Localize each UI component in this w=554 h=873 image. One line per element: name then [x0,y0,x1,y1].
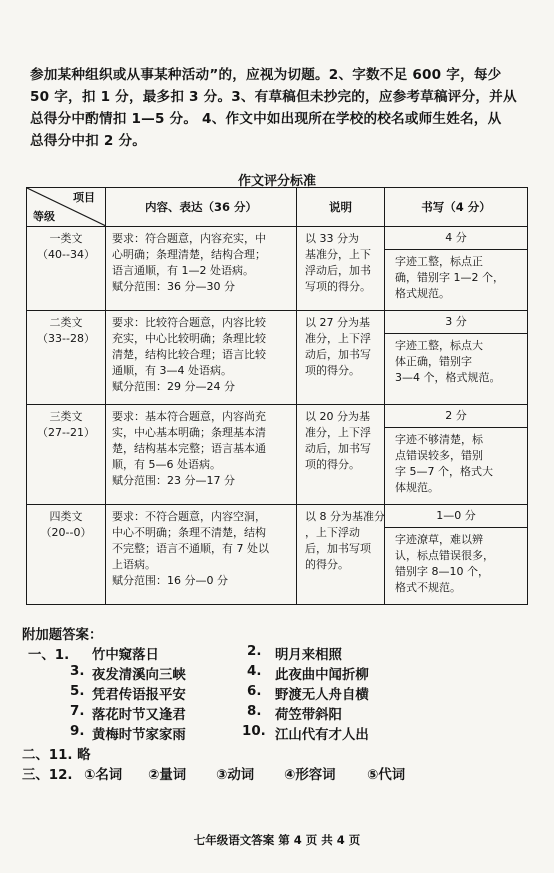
answer-text: 明月来相照 [275,648,342,663]
answer-number: 4. [247,664,262,679]
req-line: 赋分范围：23 分—17 分 [112,474,235,487]
grade-cell [27,405,106,505]
writing-line: 点错误较多，错别 [395,449,483,462]
req-line: 赋分范围：16 分—0 分 [112,574,228,587]
req-line: 清楚，结构比较合理；语言比较 [112,348,266,361]
answer-row [22,764,542,784]
req-line: 赋分范围：36 分—30 分 [112,280,235,293]
header-writing: 书写（4 分） [385,188,528,227]
grade-range: （33--28） [37,332,95,345]
exp-line: 动后，加书写 [305,348,371,361]
writing-line: 字迹工整，标点大 [395,339,483,352]
intro-paragraph [30,64,530,152]
table-row [27,227,528,311]
header-content: 内容、表达（36 分） [106,188,297,227]
requirements-cell [106,505,297,605]
explanation-cell [297,227,385,311]
writing-line: 认，标点错误很多， [395,549,494,562]
grade-cell [27,227,106,311]
req-line: 不完整；语言不通顺，有 7 处以 [112,542,269,555]
writing-score: 1—0 分 [385,505,527,528]
writing-line: 字迹潦草，难以辨 [395,533,483,546]
header-diagonal-cell [27,188,106,227]
answer-number: 8. [247,704,262,719]
req-line: 上语病。 [112,558,156,571]
intro-line: 参加某种组织或从事某种活动”的，应视为切题。2、字数不足 600 字，每少 [30,67,502,83]
answer-text: 此夜曲中闻折柳 [275,668,369,683]
exp-line: 项的得分。 [305,458,360,471]
exp-line: 浮动后，加书 [305,264,371,277]
answer-text: 竹中窥落日 [92,648,159,663]
answer-text: 黄梅时节家家雨 [92,728,186,743]
answer-number: 9. [70,724,85,739]
answer-row [22,684,542,704]
answer-label: 一、1. [28,648,70,663]
req-line: 赋分范围：29 分—24 分 [112,380,235,393]
answer-text: 凭君传语报平安 [92,688,186,703]
exp-line: 写项的得分。 [305,280,371,293]
answer-choice: ③动词 [216,768,255,783]
explanation-cell [297,505,385,605]
answer-row [22,744,542,764]
grade-name: 二类文 [49,316,83,329]
writing-line: 确，错别字 1—2 个， [395,271,504,284]
grade-cell [27,311,106,405]
answer-choice: ①名词 [84,768,123,783]
req-line: 要求：不符合题意，内容空洞， [112,510,266,523]
exp-line: ，上下浮动 [305,526,360,539]
exp-line: 项的得分。 [305,364,360,377]
writing-score: 4 分 [385,227,527,250]
grade-name: 四类文 [49,510,83,523]
answer-number: 5. [70,684,85,699]
writing-line: 体正确，错别字 [395,355,472,368]
table-header-row [27,188,528,227]
answer-text: 江山代有才人出 [275,728,369,743]
exp-line: 准分，上下浮 [305,332,371,345]
writing-line: 字迹工整，标点正 [395,255,483,268]
writing-line: 错别字 8—10 个， [395,565,489,578]
rubric-title: 作文评分标准 [237,174,316,189]
answer-number: 7. [70,704,85,719]
exp-line: 动后，加书写 [305,442,371,455]
answer-number: 10. [242,724,266,739]
answer-row [22,704,542,724]
answer-row [22,644,542,664]
req-line: 楚，结构基本完整；语言基本通 [112,442,266,455]
answer-text: 荷笠带斜阳 [275,708,342,723]
header-item: 项目 [73,191,95,204]
answer-choice: ④形容词 [284,768,336,783]
exp-line: 准分，上下浮 [305,426,371,439]
writing-cell [385,311,528,405]
exp-line: 后，加书写项 [305,542,371,555]
answer-choice: ②量词 [148,768,187,783]
req-line: 要求：基本符合题意，内容尚充 [112,410,266,423]
table-row [27,405,528,505]
grade-name: 三类文 [49,410,83,423]
intro-line: 总得分中扣 2 分。 [30,133,147,149]
writing-line: 格式规范。 [395,287,450,300]
req-line: 心明确；条理清楚，结构合理； [112,248,266,261]
page-footer: 七年级语文答案 第 4 页 共 4 页 [193,833,361,847]
req-line: 语言通顺，有 1—2 处语病。 [112,264,254,277]
requirements-cell [106,311,297,405]
answer-number: 3. [70,664,85,679]
grade-range: （20--0） [40,526,92,539]
writing-line: 格式不规范。 [395,581,461,594]
intro-line: 总得分中酌情扣 1—5 分。 4、作文中如出现所在学校的校名或师生姓名，从 [30,111,502,127]
writing-line: 字迹不够清楚，标 [395,433,483,446]
writing-score: 2 分 [385,405,527,428]
writing-cell [385,405,528,505]
header-explain: 说明 [297,188,385,227]
req-line: 要求：符合题意，内容充实，中 [112,232,266,245]
exp-line: 以 33 分为 [305,232,359,245]
grade-cell [27,505,106,605]
explanation-cell [297,405,385,505]
answer-number: 6. [247,684,262,699]
req-line: 实，中心基本明确；条理基本清 [112,426,266,439]
answer-text: 夜发清溪向三峡 [92,668,186,683]
exp-line: 的得分。 [305,558,349,571]
req-line: 中心不明确；条理不清楚，结构 [112,526,266,539]
answer-text: 二、11. 略 [22,748,91,763]
exp-line: 以 20 分为基 [305,410,370,423]
answer-text: 野渡无人舟自横 [275,688,369,703]
req-line: 充实，中心比较明确；条理比较 [112,332,266,345]
writing-score: 3 分 [385,311,527,334]
writing-line: 3—4 个，格式规范。 [395,371,501,384]
writing-line: 字 5—7 个，格式大 [395,465,493,478]
answer-choice: ⑤代词 [367,768,406,783]
rubric-table [26,187,528,605]
writing-cell [385,227,528,311]
req-line: 要求：比较符合题意，内容比较 [112,316,266,329]
req-line: 顺，有 5—6 处语病。 [112,458,221,471]
exp-line: 基准分，上下 [305,248,371,261]
table-row [27,505,528,605]
intro-line: 50 字，扣 1 分，最多扣 3 分。3、有草稿但未抄完的，应参考草稿评分，并从 [30,89,517,105]
explanation-cell [297,311,385,405]
answer-text: 落花时节又逢君 [92,708,186,723]
grade-range: （27--21） [37,426,95,439]
table-row [27,311,528,405]
exp-line: 以 8 分为基准分 [305,510,385,523]
req-line: 通顺，有 3—4 处语病。 [112,364,232,377]
answer-number: 2. [247,644,262,659]
answer-row [22,724,542,744]
extra-heading: 附加题答案： [22,628,103,643]
grade-name: 一类文 [49,232,83,245]
grade-range: （40--34） [37,248,95,261]
exp-line: 以 27 分为基 [305,316,370,329]
requirements-cell [106,227,297,311]
writing-line: 体规范。 [395,481,439,494]
answer-row [22,664,542,684]
header-grade: 等级 [33,210,55,223]
answer-label: 三、12. [22,768,73,783]
requirements-cell [106,405,297,505]
writing-cell [385,505,528,605]
